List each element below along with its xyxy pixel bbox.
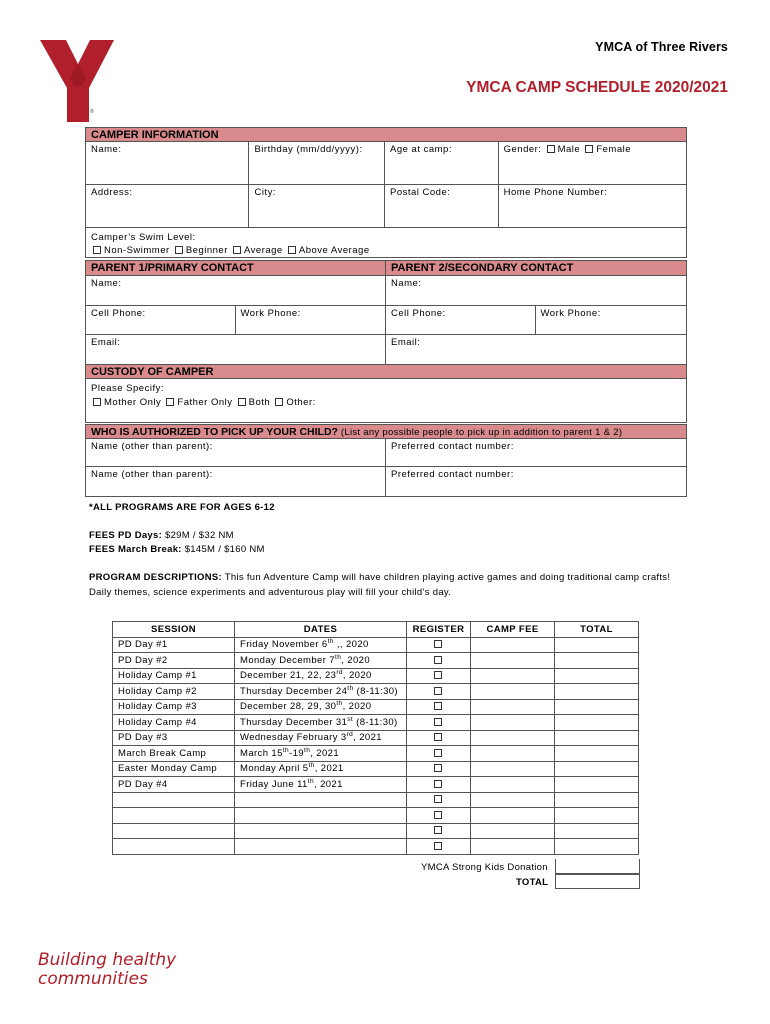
schedule-row bbox=[113, 808, 639, 824]
session-cell: March Break Camp bbox=[113, 746, 235, 762]
camp-fee-cell[interactable] bbox=[471, 808, 555, 824]
fees-pd-days: FEES PD Days: $29M / $32 NM bbox=[89, 530, 234, 541]
parent2-cell-field[interactable]: Cell Phone: bbox=[386, 306, 536, 334]
dates-cell bbox=[235, 792, 407, 808]
register-cell bbox=[407, 668, 471, 684]
parent1-cell-field[interactable]: Cell Phone: bbox=[86, 306, 236, 334]
dates-cell: December 21, 22, 23rd, 2020 bbox=[235, 668, 407, 684]
camp-fee-cell[interactable] bbox=[471, 637, 555, 653]
session-header: SESSION bbox=[113, 622, 235, 638]
org-name: YMCA of Three Rivers bbox=[595, 40, 728, 54]
parent2-email-field[interactable]: Email: bbox=[391, 337, 421, 348]
pickup-name1-field[interactable]: Name (other than parent): bbox=[86, 439, 386, 466]
pickup-heading-note: (List any possible people to pick up in addition to parent 1 & 2) bbox=[340, 427, 623, 438]
average-checkbox[interactable] bbox=[233, 246, 241, 254]
birthday-field[interactable]: Birthday (mm/dd/yyyy): bbox=[249, 142, 385, 184]
camper-information-heading: CAMPER INFORMATION bbox=[86, 128, 686, 142]
register-checkbox[interactable] bbox=[434, 764, 442, 772]
pickup-heading: WHO IS AUTHORIZED TO PICK UP YOUR CHILD? (List any possible people to pick up in addition to parent 1 & 2) bbox=[86, 425, 686, 439]
session-cell: PD Day #2 bbox=[113, 653, 235, 669]
total-cell[interactable] bbox=[555, 668, 639, 684]
dates-cell: Monday December 7th, 2020 bbox=[235, 653, 407, 669]
camp-fee-cell[interactable] bbox=[471, 699, 555, 715]
register-cell bbox=[407, 715, 471, 731]
tagline: Building healthy communities bbox=[38, 950, 177, 989]
registered-mark: ® bbox=[90, 109, 94, 115]
schedule-row bbox=[113, 792, 639, 808]
register-checkbox[interactable] bbox=[434, 749, 442, 757]
camp-fee-cell[interactable] bbox=[471, 823, 555, 839]
address-field[interactable]: Address: bbox=[86, 185, 249, 227]
schedule-row bbox=[113, 823, 639, 839]
pickup-contact1-field[interactable]: Preferred contact number: bbox=[391, 441, 514, 452]
total-cell[interactable] bbox=[555, 730, 639, 746]
register-cell bbox=[407, 699, 471, 715]
camp-fee-cell[interactable] bbox=[471, 668, 555, 684]
camp-fee-cell[interactable] bbox=[471, 761, 555, 777]
donation-amount-field[interactable] bbox=[555, 859, 640, 874]
father-only-checkbox[interactable] bbox=[166, 398, 174, 406]
page-title: YMCA CAMP SCHEDULE 2020/2021 bbox=[466, 79, 728, 96]
pickup-section bbox=[85, 424, 687, 497]
custody-section bbox=[85, 364, 687, 423]
session-cell bbox=[113, 823, 235, 839]
register-checkbox[interactable] bbox=[434, 780, 442, 788]
dates-cell: Wednesday February 3rd, 2021 bbox=[235, 730, 407, 746]
schedule-row bbox=[113, 715, 639, 731]
register-checkbox[interactable] bbox=[434, 795, 442, 803]
register-cell bbox=[407, 823, 471, 839]
register-cell bbox=[407, 746, 471, 762]
schedule-table bbox=[112, 621, 639, 855]
dates-cell: Thursday December 31st (8-11:30) bbox=[235, 715, 407, 731]
camp-fee-cell[interactable] bbox=[471, 792, 555, 808]
camp-fee-header: CAMP FEE bbox=[471, 622, 555, 638]
session-cell: PD Day #3 bbox=[113, 730, 235, 746]
total-cell[interactable] bbox=[555, 777, 639, 793]
camp-fee-cell[interactable] bbox=[471, 777, 555, 793]
dates-cell: Monday April 5th, 2021 bbox=[235, 761, 407, 777]
session-cell: PD Day #1 bbox=[113, 637, 235, 653]
above-average-checkbox[interactable] bbox=[288, 246, 296, 254]
register-header: REGISTER bbox=[407, 622, 471, 638]
schedule-row bbox=[113, 684, 639, 700]
session-cell: Holiday Camp #1 bbox=[113, 668, 235, 684]
total-cell[interactable] bbox=[555, 808, 639, 824]
camp-fee-cell[interactable] bbox=[471, 730, 555, 746]
custody-options: Please Specify: Mother Only Father Only Both Other: bbox=[91, 383, 316, 408]
session-cell bbox=[113, 808, 235, 824]
schedule-row bbox=[113, 761, 639, 777]
female-checkbox[interactable] bbox=[585, 145, 593, 153]
schedule-row bbox=[113, 668, 639, 684]
pickup-name2-field[interactable]: Name (other than parent): bbox=[86, 467, 386, 496]
parent2-work-field[interactable]: Work Phone: bbox=[540, 308, 601, 319]
register-checkbox[interactable] bbox=[434, 656, 442, 664]
total-header: TOTAL bbox=[555, 622, 639, 638]
register-checkbox[interactable] bbox=[434, 671, 442, 679]
parent1-work-field[interactable]: Work Phone: bbox=[236, 306, 387, 334]
register-checkbox[interactable] bbox=[434, 702, 442, 710]
camper-name-field[interactable]: Name: bbox=[86, 142, 249, 184]
parent1-heading: PARENT 1/PRIMARY CONTACT bbox=[86, 261, 386, 275]
total-cell[interactable] bbox=[555, 684, 639, 700]
total-cell[interactable] bbox=[555, 839, 639, 855]
swim-level-field: Camper’s Swim Level: Non-Swimmer Beginner Average Above Average bbox=[91, 232, 370, 256]
parent2-name-field[interactable]: Name: bbox=[391, 278, 422, 289]
total-cell[interactable] bbox=[555, 637, 639, 653]
total-cell[interactable] bbox=[555, 746, 639, 762]
schedule-row bbox=[113, 637, 639, 653]
camper-information-section bbox=[85, 127, 687, 258]
register-cell bbox=[407, 792, 471, 808]
dates-cell: December 28, 29, 30th, 2020 bbox=[235, 699, 407, 715]
dates-cell: March 15th-19th, 2021 bbox=[235, 746, 407, 762]
dates-cell: Friday November 6th ,, 2020 bbox=[235, 637, 407, 653]
beginner-checkbox[interactable] bbox=[175, 246, 183, 254]
parent-contacts-section bbox=[85, 260, 687, 365]
camp-fee-cell[interactable] bbox=[471, 653, 555, 669]
fees-march-break: FEES March Break: $145M / $160 NM bbox=[89, 544, 265, 555]
city-field[interactable]: City: bbox=[249, 185, 385, 227]
ages-note: *ALL PROGRAMS ARE FOR AGES 6-12 bbox=[89, 502, 275, 513]
register-cell bbox=[407, 777, 471, 793]
register-checkbox[interactable] bbox=[434, 640, 442, 648]
age-field[interactable]: Age at camp: bbox=[385, 142, 499, 184]
total-cell[interactable] bbox=[555, 761, 639, 777]
pickup-contact2-field[interactable]: Preferred contact number: bbox=[391, 469, 514, 480]
program-description: PROGRAM DESCRIPTIONS: This fun Adventure Camp will have children playing active games and doing traditional camp crafts! bbox=[89, 572, 671, 583]
non-swimmer-checkbox[interactable] bbox=[93, 246, 101, 254]
register-cell bbox=[407, 839, 471, 855]
register-cell bbox=[407, 761, 471, 777]
dates-cell: Thursday December 24th (8-11:30) bbox=[235, 684, 407, 700]
register-checkbox[interactable] bbox=[434, 826, 442, 834]
register-checkbox[interactable] bbox=[434, 811, 442, 819]
home-phone-field[interactable]: Home Phone Number: bbox=[503, 187, 608, 198]
schedule-row bbox=[113, 777, 639, 793]
session-cell bbox=[113, 792, 235, 808]
dates-cell bbox=[235, 823, 407, 839]
register-cell bbox=[407, 637, 471, 653]
register-cell bbox=[407, 653, 471, 669]
schedule-row bbox=[113, 730, 639, 746]
camp-fee-cell[interactable] bbox=[471, 839, 555, 855]
register-cell bbox=[407, 808, 471, 824]
ymca-logo bbox=[40, 40, 116, 122]
parent2-heading: PARENT 2/SECONDARY CONTACT bbox=[386, 261, 686, 275]
total-cell[interactable] bbox=[555, 699, 639, 715]
dates-header: DATES bbox=[235, 622, 407, 638]
session-cell bbox=[113, 839, 235, 855]
total-cell[interactable] bbox=[555, 792, 639, 808]
schedule-row bbox=[113, 746, 639, 762]
both-checkbox[interactable] bbox=[238, 398, 246, 406]
dates-cell bbox=[235, 839, 407, 855]
session-cell: Holiday Camp #2 bbox=[113, 684, 235, 700]
register-checkbox[interactable] bbox=[434, 687, 442, 695]
donation-label: YMCA Strong Kids Donation bbox=[421, 862, 548, 873]
session-cell: Holiday Camp #3 bbox=[113, 699, 235, 715]
register-checkbox[interactable] bbox=[434, 842, 442, 850]
session-cell: PD Day #4 bbox=[113, 777, 235, 793]
postal-code-field[interactable]: Postal Code: bbox=[385, 185, 499, 227]
total-cell[interactable] bbox=[555, 653, 639, 669]
dates-cell bbox=[235, 808, 407, 824]
schedule-header-row bbox=[113, 622, 639, 638]
other-checkbox[interactable] bbox=[275, 398, 283, 406]
register-checkbox[interactable] bbox=[434, 733, 442, 741]
program-description-line2: Daily themes, science experiments and adventurous play will fill your child’s day. bbox=[89, 587, 452, 598]
register-cell bbox=[407, 730, 471, 746]
schedule-row bbox=[113, 699, 639, 715]
custody-heading: CUSTODY OF CAMPER bbox=[86, 365, 686, 379]
schedule-row bbox=[113, 653, 639, 669]
register-cell bbox=[407, 684, 471, 700]
total-cell[interactable] bbox=[555, 823, 639, 839]
grand-total-field[interactable] bbox=[555, 874, 640, 889]
parent1-email-field[interactable]: Email: bbox=[86, 335, 386, 364]
total-label: TOTAL bbox=[516, 877, 549, 888]
mother-only-checkbox[interactable] bbox=[93, 398, 101, 406]
gender-field: Gender: Male Female bbox=[503, 144, 632, 155]
camp-fee-cell[interactable] bbox=[471, 684, 555, 700]
camp-fee-cell[interactable] bbox=[471, 746, 555, 762]
session-cell: Holiday Camp #4 bbox=[113, 715, 235, 731]
parent1-name-field[interactable]: Name: bbox=[86, 276, 386, 305]
dates-cell: Friday June 11th, 2021 bbox=[235, 777, 407, 793]
session-cell: Easter Monday Camp bbox=[113, 761, 235, 777]
total-cell[interactable] bbox=[555, 715, 639, 731]
schedule-row bbox=[113, 839, 639, 855]
register-checkbox[interactable] bbox=[434, 718, 442, 726]
camp-fee-cell[interactable] bbox=[471, 715, 555, 731]
male-checkbox[interactable] bbox=[547, 145, 555, 153]
